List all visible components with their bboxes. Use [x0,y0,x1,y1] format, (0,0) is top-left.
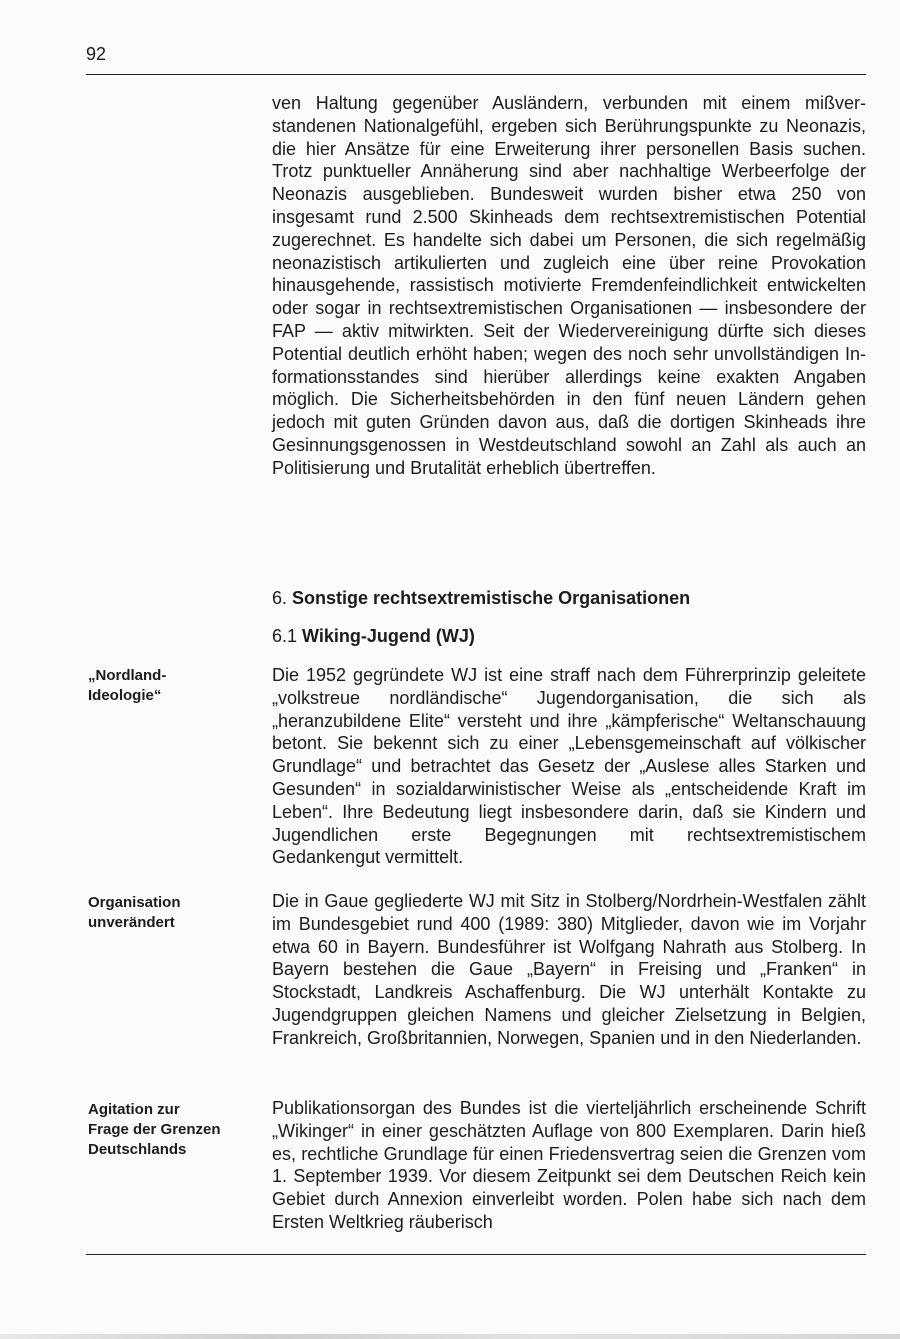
margin-note-agitation: Agitation zur Frage der Grenzen Deutschlands [88,1101,221,1158]
margin-note-nordland: „Nordland-Ideologie“ [88,667,167,704]
subsection-title: Wiking-Jugend (WJ) [302,626,475,646]
wj-paragraph-3-block [272,1097,866,1234]
margin-note-organisation: Organisation unverändert [88,894,181,931]
section-heading [272,588,690,609]
wj-paragraph-3: Publikationsorgan des Bundes ist die vierteljährlich erscheinende Schrift „Wikinger“ in einer geschätzten Auflage von 800 Exemplaren. Darin hieß es, rechtliche Grundlage für einen Friedensvertrag seien die Grenzen vom 1. September 1939. Vor diesem Zeitpunkt sei dem Deutschen Reich kein Gebiet durch Annexion einverleibt worden. Polen habe sich nach dem Ersten Weltkrieg räuberisch [272,1098,866,1232]
intro-paragraph: ven Haltung gegenüber Ausländern, verbunden mit einem mißverstandenen Nationalgefühl, ergeben sich Berührungspunkte zu Neonazis, die hier Ansätze für eine Erweiterung ihrer personellen Basis suchen. Trotz punktueller Annäherung sind aber nachhaltige Werbeerfolge der Neonazis ausgeblieben. Bundesweit wurden bisher etwa 250 von insgesamt rund 2.500 Skinheads dem rechtsextremistischen Potential zugerechnet. Es handelte sich dabei um Personen, die sich regelmäßig neonazistisch artikulierten und zugleich eine über reine Provokation hinausgehende, rassistisch motivierte Fremdenfeindlichkeit entwickelten oder sogar in rechtsextremistischen Organisationen — insbesondere der FAP — aktiv mitwirkten. Seit der Wiedervereinigung dürfte sich dieses Potential deutlich erhöht haben; wegen des noch sehr unvollständigen Informationsstandes sind hierüber allerdings keine exakten Angaben möglich. Die Sicherheitsbehörden in den fünf neuen Ländern gehen jedoch mit guten Gründen davon aus, daß die dortigen Skinheads ihre Gesinnungsgenossen in Westdeutschland sowohl an Zahl als auch an Politisierung und Brutalität erheblich übertreffen. [272,93,866,478]
section-title: Sonstige rechtsextremistische Organisationen [292,588,691,608]
section-number: 6. [272,588,288,608]
scan-edge [0,1334,900,1339]
subsection-number: 6.1 [272,626,298,646]
intro-paragraph-block [272,92,866,480]
wj-paragraph-1: Die 1952 gegründete WJ ist eine straff nach dem Führerprinzip geleitete „volkstreue nordländische“ Jugendorganisation, die sich als „heranzubildene Elite“ versteht und ihre „kämpferische“ Weltanschauung betont. Sie bekennt sich zu einer „Lebensgemeinschaft auf völkischer Grundlage“ und betrachtet das Gesetz der „Auslese alles Starken und Gesunden“ in sozialdarwinistischer Weise als „entscheidende Kraft im Leben“. Ihre Bedeutung liegt insbesondere darin, daß sie Kindern und Jugendlichen erste Begegnungen mit rechtsextremistischem Gedankengut vermittelt. [272,665,866,868]
wj-paragraph-2: Die in Gaue gegliederte WJ mit Sitz in Stolberg/Nordrhein-Westfalen zählt im Bundesgebiet rund 400 (1989: 380) Mitglieder, davon wie im Vorjahr etwa 60 in Bayern. Bundesführer ist Wolfgang Nahrath aus Stolberg. In Bayern bestehen die Gaue „Bayern“ in Freising und „Franken“ in Stockstadt, Landkreis Aschaffenburg. Die WJ unterhält Kontakte zu Jugendgruppen gleichen Namens und gleicher Zielsetzung in Belgien, Frankreich, Großbritannien, Norwegen, Spanien und in den Niederlanden. [272,891,866,1048]
wj-paragraph-2-block [272,890,866,1050]
footer-rule [86,1254,866,1255]
header-rule [86,74,866,75]
page-number: 92 [86,44,107,64]
subsection-heading [272,626,475,647]
wj-paragraph-1-block [272,664,866,869]
